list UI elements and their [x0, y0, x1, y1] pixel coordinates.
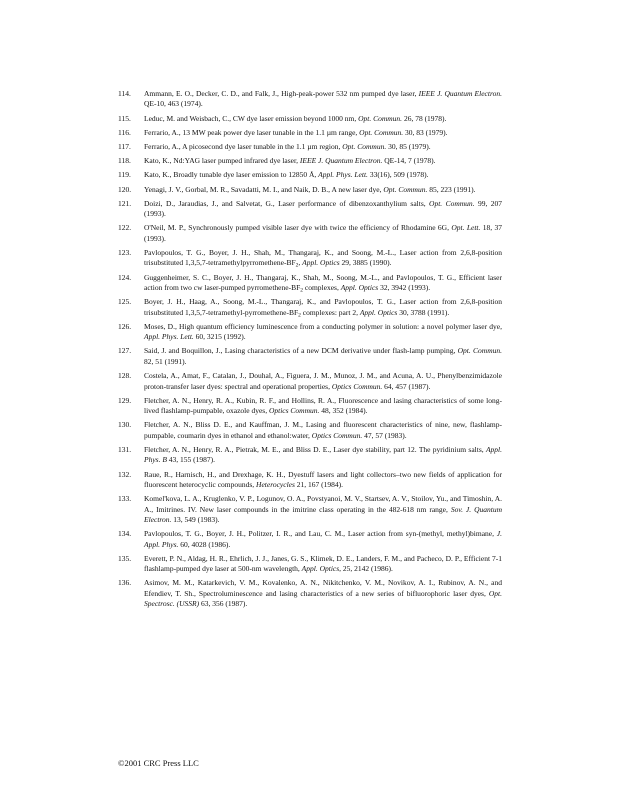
reference-entry: [118, 420, 502, 441]
citation-text: Pavlopoulos, T. G., Boyer, J. H., Politzer, I. R., and Lau, C. M., Laser action from syn-(methyl, methyl)bimane,: [144, 529, 497, 539]
reference-number: 136.: [118, 578, 132, 588]
reference-entry: [118, 529, 502, 550]
reference-number: 134.: [118, 529, 132, 539]
citation-text: 64, 457 (1987).: [382, 381, 431, 391]
citation-text: 85, 223 (1991).: [427, 184, 476, 194]
journal-title: J. Appl. Phys.: [144, 529, 502, 549]
reference-entry: [118, 470, 502, 491]
citation-text: Asimov, M. M., Katarkevich, V. M., Kovalenko, A. N., Nikitchenko, V. M., Novikov, A. I., Rubinov, A. N., and Efendiev, T. Sh., Spectroluminescence and lasing characteristics of a new series of bifluorophoric laser dyes,: [144, 578, 502, 598]
reference-text: [144, 156, 502, 166]
reference-text: [144, 89, 502, 110]
reference-text: [144, 445, 502, 466]
reference-entry: [118, 273, 502, 294]
citation-text: Ferrario, A., 13 MW peak power dye laser tunable in the 1.1 µm range,: [144, 127, 360, 137]
journal-title: Optics Commun.: [331, 381, 383, 391]
journal-title: IEEE J. Quantum Electron.: [299, 156, 383, 166]
reference-number: 117.: [118, 142, 131, 152]
citation-text: 99, 207 (1993).: [144, 198, 502, 219]
reference-entry: [118, 170, 502, 180]
reference-number: 123.: [118, 248, 132, 258]
citation-text: Boyer, J. H., Haag, A., Soong, M.-L., Thangaraj, K., and Pavlopoulos, T. G., Laser action from 2,6,8-position trisubstituted 1,3,5,7-tetramethyl-pyrromethene-BF: [144, 297, 502, 317]
reference-entry: [118, 248, 502, 269]
reference-number: 133.: [118, 494, 132, 504]
reference-number: 114.: [118, 89, 131, 98]
journal-title: IEEE J. Quantum Electron.: [418, 89, 502, 98]
reference-text: [144, 578, 502, 609]
reference-text: [144, 529, 502, 550]
reference-number: 119.: [118, 170, 131, 180]
reference-entry: [118, 578, 502, 609]
journal-title: Appl. Optics: [302, 258, 340, 268]
reference-text: [144, 185, 502, 195]
citation-text: 30, 85 (1979).: [386, 142, 431, 152]
citation-text: , 25, 2142 (1986).: [339, 564, 393, 574]
journal-title: Appl. Phys. Lett.: [144, 332, 194, 342]
citation-text: 82, 51 (1991).: [144, 356, 187, 366]
citation-text: Pavlopoulos, T. G., Boyer, J. H., Shah, M., Thangaraj, K., and Soong, M.-L., Laser action from 2,6,8-position trisubstituted 1,3,5,7-tetramethylpyrromethene-BF: [144, 248, 502, 268]
journal-title: Opt. Commun.: [383, 184, 428, 194]
reference-entry: [118, 199, 502, 220]
reference-number: 127.: [118, 346, 132, 356]
citation-text: ,: [298, 258, 303, 268]
citation-text: Komel'kova, L. A., Kruglenko, V. P., Logunov, O. A., Povstyanoi, M. V., Startsev, A. V., Stoilov, Yu., and Timoshin, A. A., Imitrines. IV. New laser compounds in the imitrine class operating in the 482-618 nm range,: [144, 494, 502, 514]
journal-title: Opt. Commun.: [359, 127, 404, 137]
reference-number: 118.: [118, 156, 131, 166]
citation-text: Guggenheimer, S. C., Boyer, J. H., Thangaraj, K., Shah, M., Soong, M.-L., and Pavlopoulos, T. G., Efficient laser action from two cw laser-pumped pyrromethene-BF: [144, 272, 502, 293]
reference-number: 122.: [118, 223, 132, 233]
citation-text: 29, 3885 (1990).: [339, 258, 392, 268]
journal-title: Appl. Optics: [340, 283, 379, 293]
journal-title: Appl. Phys. B: [144, 444, 502, 465]
reference-entry: [118, 185, 502, 195]
citation-text: Ferrario, A., A picosecond dye laser tunable in the 1.1 µm region,: [144, 142, 343, 152]
citation-text: 30, 3788 (1991).: [397, 307, 450, 317]
reference-number: 132.: [118, 469, 132, 479]
citation-text: 60, 4028 (1986).: [178, 539, 231, 549]
citation-text: 60, 3215 (1992).: [193, 332, 246, 342]
reference-text: [144, 248, 502, 269]
reference-number: 135.: [118, 553, 132, 563]
reference-text: [144, 114, 502, 124]
reference-text: [144, 420, 502, 441]
citation-text: Kato, K., Broadly tunable dye laser emission to 12850 Å,: [144, 170, 319, 180]
reference-entry: [118, 142, 502, 152]
reference-text: [144, 297, 502, 318]
reference-number: 126.: [118, 321, 132, 331]
reference-number: 124.: [118, 272, 132, 282]
citation-text: 30, 83 (1979).: [403, 127, 448, 137]
reference-text: [144, 199, 502, 220]
subscript: 2: [295, 262, 299, 269]
journal-title: Sov. J. Quantum Electron.: [144, 504, 502, 524]
citation-text: complexes,: [303, 283, 341, 293]
reference-text: [144, 371, 502, 392]
reference-entry: [118, 156, 502, 166]
reference-text: [144, 494, 502, 525]
citation-text: Fletcher, A. N., Henry, R. A., Pietrak, M. E., and Bliss D. E., Laser dye stability, part 12. The pyridinium salts,: [144, 444, 486, 454]
citation-text: 21, 167 (1984).: [294, 479, 344, 489]
citation-text: 26, 78 (1978).: [402, 113, 447, 123]
reference-entry: [118, 297, 502, 318]
reference-entry: [118, 322, 502, 343]
journal-title: Opt. Commun.: [342, 142, 387, 152]
citation-text: 48, 352 (1984).: [319, 406, 368, 416]
reference-text: [144, 128, 502, 138]
citation-text: O'Neil, M. P., Synchronously pumped visible laser dye with twice the efficiency of Rhodamine 6G,: [144, 223, 452, 233]
reference-number: 121.: [118, 198, 132, 208]
journal-title: Heterocycles: [256, 479, 295, 489]
citation-text: Ammann, E. O., Decker, C. D., and Falk, J., High-peak-power 532 nm pumped dye laser,: [144, 89, 419, 98]
reference-entry: [118, 114, 502, 124]
citation-text: Kato, K., Nd:YAG laser pumped infrared dye laser,: [144, 156, 300, 166]
journal-title: Opt. Commun.: [457, 346, 502, 356]
reference-text: [144, 273, 502, 294]
reference-list: [118, 89, 502, 613]
reference-number: 116.: [118, 127, 131, 137]
reference-entry: [118, 128, 502, 138]
reference-text: [144, 470, 502, 491]
reference-number: 131.: [118, 444, 132, 454]
reference-entry: [118, 371, 502, 392]
journal-title: Optics Commun.: [311, 430, 363, 440]
citation-text: QE-10, 463 (1974).: [144, 99, 203, 109]
citation-text: Moses, D., High quantum efficiency luminescence from a conducting polymer in solution: a novel polymer laser dye,: [144, 321, 502, 331]
reference-text: [144, 346, 502, 367]
reference-text: [144, 223, 502, 244]
reference-number: 129.: [118, 395, 132, 405]
reference-entry: [118, 89, 502, 110]
citation-text: QE-14, 7 (1978).: [382, 156, 436, 166]
citation-text: 32, 3942 (1993).: [378, 283, 431, 293]
copyright-footer: ©2001 CRC Press LLC: [118, 758, 199, 768]
reference-text: [144, 554, 502, 575]
reference-entry: [118, 223, 502, 244]
subscript: 2: [298, 312, 301, 319]
citation-text: Everett, P. N., Aldag, H. R., Ehrlich, J. J., Janes, G. S., Klimek, D. E., Landers, F. M., and Pacheco, D. P., Efficient 7-1 flashlamp-pumped dye laser at 500-nm wavelength,: [144, 553, 502, 574]
citation-text: Leduc, M. and Weisbach, C., CW dye laser emission beyond 1000 nm,: [144, 113, 359, 123]
subscript: 2: [300, 287, 304, 294]
citation-text: 18, 37 (1993).: [144, 223, 503, 243]
reference-text: [144, 322, 502, 343]
journal-title: Opt. Lett.: [451, 223, 481, 233]
reference-number: 120.: [118, 184, 132, 194]
journal-title: Opt. Spectrosc. (USSR): [144, 588, 502, 609]
reference-entry: [118, 554, 502, 575]
reference-number: 130.: [118, 420, 132, 430]
journal-title: Appl. Phys. Lett.: [318, 170, 368, 180]
citation-text: Doizi, D., Jaraudias, J., and Salvetat, G., Laser performance of dibenzoxanthylium salts,: [144, 198, 430, 208]
reference-entry: [118, 494, 502, 525]
reference-entry: [118, 396, 502, 417]
journal-title: Appl. Optics: [359, 307, 398, 317]
citation-text: 13, 549 (1983).: [171, 514, 220, 524]
reference-entry: [118, 445, 502, 466]
citation-text: Said, J. and Boquillon, J., Lasing characteristics of a new DCM derivative under flash-lamp pumping,: [144, 346, 458, 356]
citation-text: complexes: part 2,: [300, 307, 360, 317]
citation-text: 33(16), 509 (1978).: [367, 170, 429, 180]
citation-text: 63, 356 (1987).: [199, 599, 248, 609]
reference-number: 128.: [118, 371, 132, 381]
journal-title: Appl. Optics: [301, 564, 340, 574]
reference-text: [144, 396, 502, 417]
citation-text: Yenagi, J. V., Gorbal, M. R., Savadatti, M. I., and Naik, D. B., A new laser dye,: [144, 184, 384, 194]
reference-number: 115.: [118, 113, 131, 123]
reference-text: [144, 142, 502, 152]
reference-text: [144, 170, 502, 180]
journal-title: Optics Commun.: [268, 406, 320, 416]
citation-text: Costela, A., Amat, F., Catalan, J., Douhal, A., Figuera, J. M., Munoz, J. M., and Acuna, A. U., Phenylbenzimidazole proton-transfer laser dyes: spectral and operational properties,: [144, 371, 502, 391]
citation-text: Raue, R., Harnisch, H., and Drexhage, K. H., Dyestuff lasers and light collectors–two new fields of application for fluorescent heterocyclic compounds,: [144, 469, 502, 489]
journal-title: Opt. Commun.: [429, 198, 475, 208]
citation-text: 47, 57 (1983).: [362, 430, 407, 440]
citation-text: 43, 155 (1987).: [166, 455, 216, 465]
reference-entry: [118, 346, 502, 367]
reference-number: 125.: [118, 297, 132, 307]
citation-text: Fletcher, A. N., Henry, R. A., Kubin, R. F., and Hollins, R. A., Fluorescence and lasing characteristics of some long-lived flashlamp-pumpable, oxazole dyes,: [144, 395, 502, 416]
citation-text: Fletcher, A. N., Bliss D. E., and Kauffman, J. M., Lasing and fluorescent characteristics of nine, new, flashlamp-pumpable, coumarin dyes in ethanol and ethanol:water,: [144, 420, 502, 440]
journal-title: Opt. Commun.: [358, 113, 403, 123]
